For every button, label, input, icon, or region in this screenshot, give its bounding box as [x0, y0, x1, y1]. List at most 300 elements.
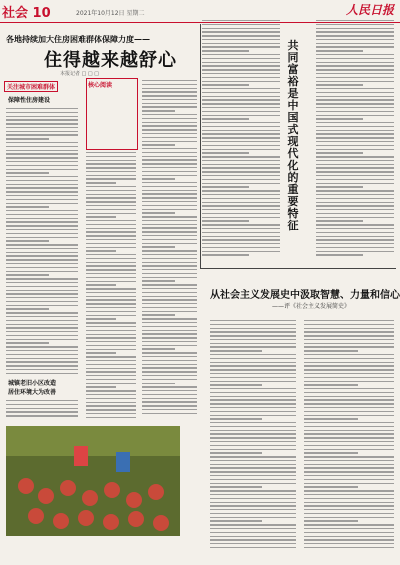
text-line	[86, 390, 136, 391]
text-line	[6, 153, 78, 154]
text-line	[316, 46, 394, 47]
text-line	[202, 96, 280, 97]
text-line	[202, 164, 280, 165]
text-line	[142, 288, 197, 289]
text-line	[142, 152, 197, 153]
text-line	[142, 405, 197, 406]
text-line	[202, 239, 280, 240]
text-line	[304, 471, 394, 472]
text-line	[142, 178, 175, 179]
text-line	[316, 183, 394, 184]
text-line	[6, 342, 49, 343]
text-line	[6, 146, 78, 147]
text-line	[6, 290, 78, 291]
text-line	[86, 190, 136, 191]
text-line	[86, 194, 136, 195]
text-line	[316, 77, 394, 78]
text-line	[202, 171, 280, 172]
text-line	[142, 345, 197, 346]
text-line	[304, 479, 394, 480]
text-line	[316, 28, 394, 29]
text-line	[202, 254, 249, 255]
text-line	[210, 467, 296, 468]
text-line	[316, 118, 363, 119]
page-footer	[0, 559, 400, 565]
lead-column-3	[142, 80, 197, 417]
text-line	[6, 259, 78, 260]
text-line	[304, 384, 358, 385]
text-line	[316, 58, 394, 59]
text-line	[304, 433, 394, 434]
text-line	[6, 369, 78, 370]
text-line	[316, 62, 394, 63]
text-line	[316, 145, 394, 146]
text-line	[86, 356, 136, 357]
text-line	[142, 193, 197, 194]
text-line	[86, 171, 136, 172]
text-line	[86, 186, 136, 187]
title-char: 中	[287, 99, 299, 112]
text-line	[142, 133, 197, 134]
text-line	[6, 255, 78, 256]
text-line	[142, 163, 197, 164]
text-line	[6, 199, 78, 200]
text-line	[142, 209, 197, 210]
text-line	[304, 392, 394, 393]
text-line	[6, 252, 78, 253]
text-line	[6, 108, 78, 109]
lead-byline: 本报记者 □ □ □	[60, 71, 99, 77]
text-line	[142, 182, 197, 183]
text-line	[142, 409, 197, 410]
text-line	[316, 217, 394, 218]
lead-column-2	[86, 152, 136, 420]
issue-date: 2021年10月12日 星期二	[76, 10, 145, 17]
text-line	[142, 137, 197, 138]
text-line	[304, 350, 358, 351]
text-line	[210, 343, 296, 344]
text-line	[86, 315, 136, 316]
text-line	[304, 524, 394, 525]
text-line	[210, 456, 296, 457]
text-line	[202, 198, 280, 199]
text-line	[304, 369, 394, 370]
text-line	[202, 24, 280, 25]
text-line	[142, 114, 197, 115]
text-line	[210, 471, 296, 472]
text-line	[202, 28, 280, 29]
text-line	[316, 205, 394, 206]
text-line	[316, 224, 394, 225]
title-char: 富	[287, 63, 299, 76]
text-line	[142, 175, 197, 176]
text-line	[304, 320, 394, 321]
text-line	[304, 365, 394, 366]
text-line	[202, 77, 280, 78]
text-line	[210, 452, 262, 453]
text-line	[142, 201, 197, 202]
text-line	[304, 407, 394, 408]
text-line	[142, 205, 197, 206]
text-line	[86, 224, 136, 225]
text-line	[304, 396, 394, 397]
text-line	[142, 190, 197, 191]
text-line	[210, 324, 296, 325]
text-line	[142, 307, 197, 308]
text-line	[202, 179, 280, 180]
text-line	[316, 73, 394, 74]
text-line	[142, 246, 175, 247]
text-line	[304, 486, 358, 487]
text-line	[142, 299, 197, 300]
text-line	[86, 349, 136, 350]
text-line	[142, 303, 197, 304]
text-line	[142, 401, 197, 402]
text-line	[304, 543, 394, 544]
text-line	[6, 119, 78, 120]
text-line	[304, 520, 358, 521]
text-line	[6, 176, 78, 177]
title-char: 的	[287, 171, 299, 184]
text-line	[142, 296, 197, 297]
text-line	[86, 375, 136, 376]
text-line	[6, 157, 78, 158]
text-line	[86, 250, 116, 251]
text-line	[210, 460, 296, 461]
text-line	[210, 388, 296, 389]
text-line	[202, 115, 280, 116]
text-line	[142, 284, 197, 285]
text-line	[6, 206, 49, 207]
text-line	[304, 399, 394, 400]
text-line	[6, 237, 78, 238]
text-line	[202, 205, 280, 206]
text-line	[6, 127, 78, 128]
text-line	[202, 236, 280, 237]
text-line	[142, 220, 197, 221]
text-line	[202, 58, 280, 59]
text-line	[304, 460, 394, 461]
text-line	[86, 326, 136, 327]
title-char: 要	[287, 195, 299, 208]
text-line	[142, 212, 175, 213]
text-line	[142, 91, 197, 92]
text-line	[6, 404, 78, 405]
text-line	[304, 475, 394, 476]
text-line	[142, 277, 197, 278]
text-line	[6, 210, 78, 211]
text-line	[86, 178, 136, 179]
text-line	[202, 122, 280, 123]
text-line	[86, 247, 136, 248]
text-line	[142, 348, 175, 349]
text-line	[316, 239, 394, 240]
text-line	[304, 539, 394, 540]
text-line	[304, 331, 394, 332]
text-line	[210, 415, 296, 416]
text-line	[142, 88, 197, 89]
text-line	[86, 201, 136, 202]
text-line	[316, 171, 394, 172]
text-line	[6, 305, 78, 306]
text-line	[210, 392, 296, 393]
text-line	[86, 334, 136, 335]
text-line	[6, 316, 78, 317]
text-line	[210, 373, 296, 374]
lead-subhead-3: 居住环境大为改善	[8, 389, 57, 396]
text-line	[316, 209, 394, 210]
text-line	[304, 517, 394, 518]
text-line	[6, 293, 78, 294]
text-line	[210, 377, 296, 378]
text-line	[6, 327, 78, 328]
text-line	[316, 141, 394, 142]
text-line	[210, 346, 296, 347]
text-line	[210, 449, 296, 450]
text-line	[316, 99, 394, 100]
lead-headline: 住得越来越舒心	[44, 50, 177, 71]
text-line	[210, 407, 296, 408]
text-line	[316, 126, 394, 127]
text-line	[86, 243, 136, 244]
text-line	[316, 198, 394, 199]
text-line	[6, 195, 78, 196]
text-line	[6, 361, 78, 362]
text-line	[86, 167, 136, 168]
text-line	[202, 69, 280, 70]
text-line	[86, 182, 116, 183]
text-line	[6, 312, 78, 313]
lead-column-4	[6, 400, 78, 419]
text-line	[86, 394, 136, 395]
text-line	[316, 164, 394, 165]
text-line	[316, 50, 363, 51]
text-line	[142, 341, 197, 342]
text-line	[142, 364, 197, 365]
text-line	[86, 273, 136, 274]
text-line	[142, 99, 197, 100]
text-line	[304, 426, 394, 427]
text-line	[86, 216, 116, 217]
text-line	[304, 437, 394, 438]
text-line	[202, 145, 280, 146]
text-line	[316, 251, 394, 252]
text-line	[142, 122, 197, 123]
text-line	[142, 330, 197, 331]
section-box-label: 关注城市困难群体	[4, 81, 58, 92]
text-line	[86, 213, 136, 214]
text-line	[142, 356, 197, 357]
text-line	[202, 99, 280, 100]
bottom-column-2	[304, 320, 394, 551]
text-line	[210, 490, 296, 491]
text-line	[142, 156, 197, 157]
text-line	[210, 335, 296, 336]
text-line	[86, 409, 136, 410]
text-line	[86, 322, 136, 323]
text-line	[142, 311, 197, 312]
text-line	[86, 379, 136, 380]
text-line	[86, 284, 116, 285]
text-line	[86, 405, 136, 406]
text-line	[86, 175, 136, 176]
text-line	[142, 292, 197, 293]
bottom-headline: 从社会主义发展史中汲取智慧、力量和信心	[210, 290, 400, 301]
text-line	[210, 396, 296, 397]
text-line	[6, 191, 78, 192]
text-line	[210, 517, 296, 518]
text-line	[86, 262, 136, 263]
text-line	[304, 403, 394, 404]
text-line	[142, 80, 197, 81]
text-line	[142, 250, 197, 251]
text-line	[210, 426, 296, 427]
text-line	[316, 156, 394, 157]
text-line	[316, 137, 394, 138]
title-char: 化	[287, 159, 299, 172]
text-line	[142, 383, 175, 384]
title-char: 同	[287, 51, 299, 64]
text-line	[316, 213, 394, 214]
text-line	[210, 331, 296, 332]
text-line	[142, 322, 197, 323]
text-line	[210, 411, 296, 412]
text-line	[86, 364, 136, 365]
title-char: 共	[287, 39, 299, 52]
text-line	[6, 278, 78, 279]
text-line	[210, 483, 296, 484]
text-line	[6, 320, 78, 321]
text-line	[142, 386, 197, 387]
text-line	[6, 282, 78, 283]
text-line	[6, 415, 78, 416]
text-line	[316, 31, 394, 32]
text-line	[142, 84, 197, 85]
text-line	[304, 452, 358, 453]
text-line	[86, 371, 136, 372]
right-column-1	[202, 20, 280, 258]
text-line	[6, 271, 78, 272]
text-line	[210, 520, 262, 521]
text-line	[86, 156, 136, 157]
core-reading-label: 核心阅读	[88, 82, 113, 89]
text-line	[142, 265, 197, 266]
text-line	[142, 333, 197, 334]
text-line	[6, 184, 78, 185]
text-line	[142, 254, 197, 255]
text-line	[304, 343, 394, 344]
text-line	[304, 532, 394, 533]
text-line	[202, 62, 280, 63]
text-line	[316, 194, 394, 195]
text-line	[142, 314, 175, 315]
text-line	[210, 528, 296, 529]
text-line	[304, 490, 394, 491]
right-vertical-title	[284, 40, 302, 232]
text-line	[6, 274, 49, 275]
text-line	[304, 498, 394, 499]
text-line	[304, 324, 394, 325]
text-line	[6, 331, 78, 332]
text-line	[6, 400, 78, 401]
text-line	[210, 328, 296, 329]
text-line	[142, 262, 197, 263]
text-line	[202, 126, 280, 127]
text-line	[202, 20, 280, 21]
title-char: 是	[287, 87, 299, 100]
text-line	[202, 35, 280, 36]
text-line	[6, 180, 78, 181]
text-line	[6, 225, 78, 226]
text-line	[210, 536, 296, 537]
text-line	[210, 464, 296, 465]
text-line	[304, 358, 394, 359]
text-line	[202, 92, 280, 93]
lead-kicker: 各地持续加大住房困难群体保障力度——	[6, 34, 150, 44]
text-line	[210, 505, 296, 506]
text-line	[86, 296, 136, 297]
text-line	[210, 350, 262, 351]
text-line	[86, 299, 136, 300]
text-line	[316, 167, 394, 168]
text-line	[86, 341, 136, 342]
text-line	[86, 386, 116, 387]
text-line	[210, 441, 296, 442]
text-line	[210, 437, 296, 438]
text-line	[142, 239, 197, 240]
text-line	[316, 186, 363, 187]
text-line	[316, 88, 394, 89]
text-line	[316, 149, 394, 150]
text-line	[6, 408, 78, 409]
text-line	[202, 202, 280, 203]
text-line	[142, 352, 197, 353]
text-line	[210, 494, 296, 495]
text-line	[316, 81, 394, 82]
text-line	[6, 324, 78, 325]
title-char: 征	[287, 219, 299, 232]
text-line	[86, 345, 136, 346]
text-line	[304, 381, 394, 382]
text-line	[304, 536, 394, 537]
text-line	[210, 365, 296, 366]
column-divider	[200, 24, 201, 269]
text-line	[86, 235, 136, 236]
text-line	[86, 368, 136, 369]
text-line	[142, 318, 197, 319]
text-line	[202, 103, 280, 104]
text-line	[86, 360, 136, 361]
text-line	[142, 375, 197, 376]
text-line	[316, 160, 394, 161]
text-line	[6, 214, 78, 215]
text-line	[304, 418, 358, 419]
text-line	[210, 547, 296, 548]
text-line	[316, 111, 394, 112]
text-line	[304, 449, 394, 450]
text-line	[142, 95, 197, 96]
text-line	[202, 213, 280, 214]
text-line	[6, 244, 78, 245]
text-line	[304, 509, 394, 510]
text-line	[202, 251, 280, 252]
text-line	[86, 265, 136, 266]
text-line	[210, 320, 296, 321]
text-line	[142, 269, 197, 270]
text-line	[6, 335, 78, 336]
text-line	[86, 288, 136, 289]
title-char: 式	[287, 123, 299, 136]
